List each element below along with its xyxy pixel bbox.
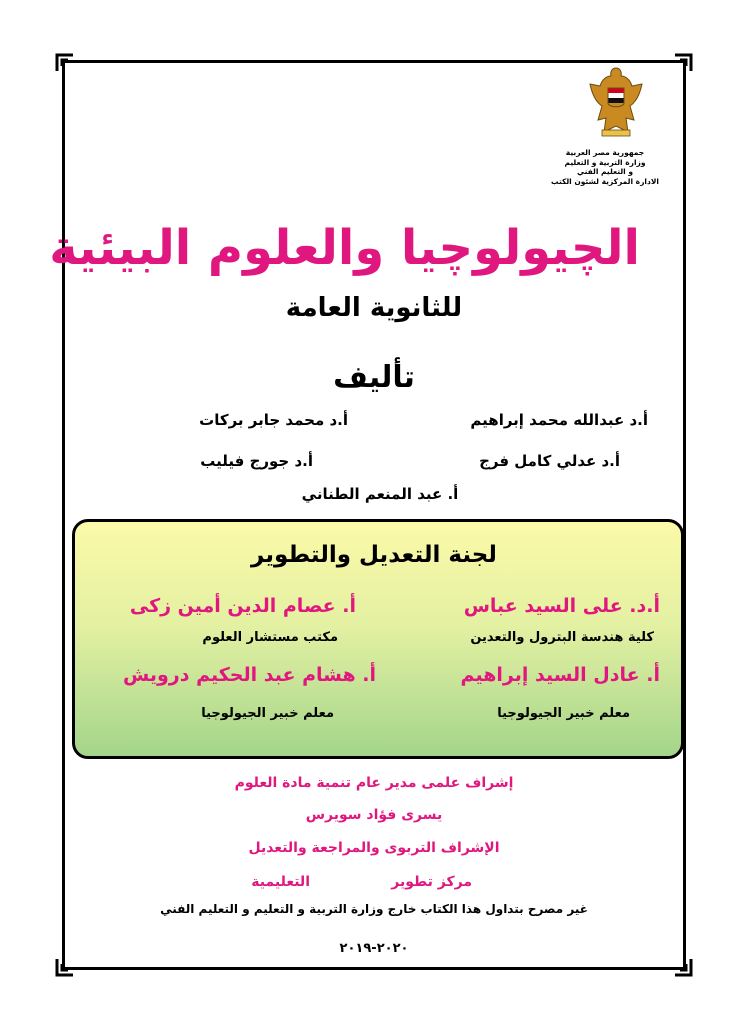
committee-title: لجنة التعديل والتطوير [251, 542, 497, 568]
author-name: أ.د جورج فيليب [200, 452, 313, 470]
ministry-line: الادارة المركزية لشئون الكتب [551, 176, 659, 186]
distribution-notice: غير مصرح بتداول هذا الكتاب خارج وزارة التربية و التعليم و التعليم الفني [160, 902, 588, 916]
supervision-line: إشراف علمى مدير عام تنمية مادة العلوم [234, 775, 514, 791]
author-name: أ.د عدلي كامل فرج [479, 452, 620, 470]
author-name: أ. عبد المنعم الطناني [301, 485, 459, 503]
academic-years: ٢٠٢٠-٢٠١٩ [339, 941, 409, 956]
supervision-line: الإشراف التربوى والمراجعة والتعديل [248, 840, 500, 856]
corner-ornament-bottom-right [673, 957, 693, 977]
committee-member-role: معلم خبير الجيولوجيا [201, 706, 334, 721]
authors-heading: تأليف [333, 360, 415, 395]
committee-member-name: أ.د. على السيد عباس [463, 595, 660, 617]
corner-ornament-top-left [55, 53, 75, 73]
ministry-header [540, 148, 670, 186]
committee-member-role: كلية هندسة البترول والتعدين [470, 630, 654, 645]
committee-member-name: أ. عصام الدين أمين زكى [129, 595, 356, 617]
committee-member-role: مكتب مستشار العلوم [202, 630, 338, 645]
author-name: أ.د محمد جابر بركات [199, 411, 348, 429]
supervision-line: يسرى فؤاد سويرس [305, 807, 443, 823]
ministry-line: وزارة التربية و التعليم [564, 157, 646, 167]
eagle-emblem-icon [584, 64, 648, 144]
supervision-line: مركز تطوير [391, 874, 472, 890]
book-title: الچيولوچيا والعلوم البيئية [49, 220, 640, 276]
supervision-line: التعليمية [251, 874, 310, 890]
ministry-line: و التعليم الفني [576, 167, 633, 176]
corner-ornament-top-right [673, 53, 693, 73]
committee-member-name: أ. هشام عبد الحكيم درويش [122, 664, 376, 686]
book-subtitle: للثانوية العامة [285, 293, 463, 323]
corner-ornament-bottom-left [55, 957, 75, 977]
committee-member-role: معلم خبير الجيولوجيا [497, 706, 630, 721]
page-border-frame [49, 60, 686, 970]
committee-member-name: أ. عادل السيد إبراهيم [460, 664, 660, 686]
ministry-line: جمهورية مصر العربية [565, 148, 645, 157]
author-name: أ.د عبدالله محمد إبراهيم [470, 411, 648, 429]
